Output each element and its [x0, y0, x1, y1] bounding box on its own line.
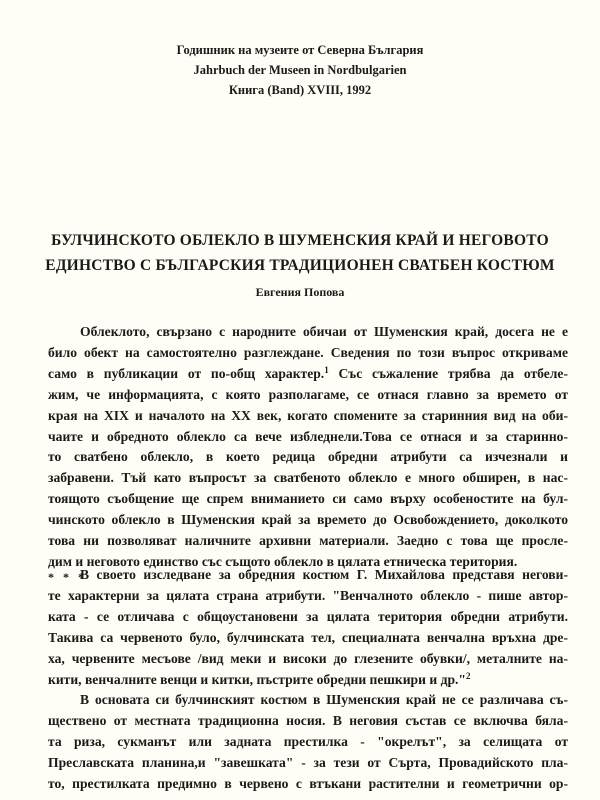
text-line: чинското облекло в Шуменския край за времето до Освобождението, доколкото — [48, 512, 568, 528]
text-line: Преславската планина,и "завешката" - за тези от Сърта, Провадийското пла- — [48, 755, 568, 771]
article-title-line-2: ЕДИНСТВО С БЪЛГАРСКИЯ ТРАДИЦИОНЕН СВАТБЕН КОСТЮМ — [45, 257, 555, 274]
text-line: тоящото съобщение ще спрем вниманието си само върху особеностите на бул- — [48, 491, 568, 507]
paragraph-2 — [48, 565, 568, 795]
paragraph-1 — [48, 322, 568, 589]
text-line: дим и неговото единство със същото облекло в цялата етническа територия. — [48, 553, 518, 569]
article-author: Евгения Попова — [255, 285, 345, 299]
text-line: то сватбено облекло, в което редица обредни атрибути са изчезнали и — [48, 449, 568, 465]
journal-name-german: Jahrbuch der Museen in Nordbulgarien — [193, 63, 407, 77]
footnote-ref-1: 1 — [324, 364, 329, 375]
text-line: ха, червените месъове /вид меки и високи до глезените обувки/, металните на- — [48, 650, 568, 666]
paragraph-3-line: В основата си булчинският костюм в Шуменския край не се различава съ- — [80, 692, 568, 708]
text-line: та риза, сукманът или задната престилка - "окрелът", за селищата от — [48, 734, 568, 750]
text-line: чаите и обредното облекло са вече избледнели.Това се отнася и за старинно- — [48, 428, 568, 444]
footnote-ref-2: 2 — [465, 670, 471, 681]
text-line: Облеклото, свързано с народните обичаи от Шуменския край, досега не е — [80, 324, 568, 339]
text-line: то, престилката предимно в червено с втъкани растителни и геометрични ор- — [48, 776, 568, 792]
text-line: жим, че информацията, с която разполагаме, се отнася главно за времето от — [48, 386, 568, 402]
text-line — [48, 670, 568, 691]
text-fragment: кити, венчалните венци и китки, пъстрите обредни пешкири и др." — [48, 671, 466, 687]
journal-header — [0, 40, 600, 100]
text-line: те характерни за цялата страна атрибути. "Венчалното облекло - пише автор- — [48, 587, 568, 603]
text-fragment: Със съжаление трябва да отбеле- — [338, 365, 568, 381]
journal-name-bulgarian: Годишник на музеите от Северна България — [176, 43, 424, 57]
article-title-line-1: БУЛЧИНСКОТО ОБЛЕКЛО В ШУМЕНСКИЯ КРАЙ И НЕГОВОТО — [51, 232, 549, 249]
article-title — [30, 228, 570, 278]
section-separator: * * * — [48, 569, 87, 584]
text-fragment: само в публикации от по-общ характер. — [48, 365, 325, 381]
text-line — [48, 364, 568, 385]
text-line: било обект на самостоятелно разглеждане. Сведения по този въпрос откриваме — [48, 344, 568, 360]
text-line: В своето изследване за обредния костюм Г. Михайлова представя негови- — [80, 567, 568, 582]
text-line: забравени. Тъй като въпросът за сватбеното облекло е много обширен, в нас- — [48, 470, 568, 486]
text-line: Такива са червеното було, булчинската тел, специалната венчална връхна дре- — [48, 629, 568, 645]
journal-volume: Книга (Band) XVIII, 1992 — [228, 83, 372, 97]
text-line: това ни позволяват наличните архивни материали. Заедно с това ще просле- — [48, 533, 568, 549]
text-line: края на XIX и началото на XX век, когато спомените за старинния вид на оби- — [48, 407, 568, 423]
text-line: ката - се отличава с общоустановени за цялата територия обредни атрибути. — [48, 608, 568, 624]
text-line: ществено от местната традиционна носия. В неговия състав се включва бяла- — [48, 713, 568, 729]
